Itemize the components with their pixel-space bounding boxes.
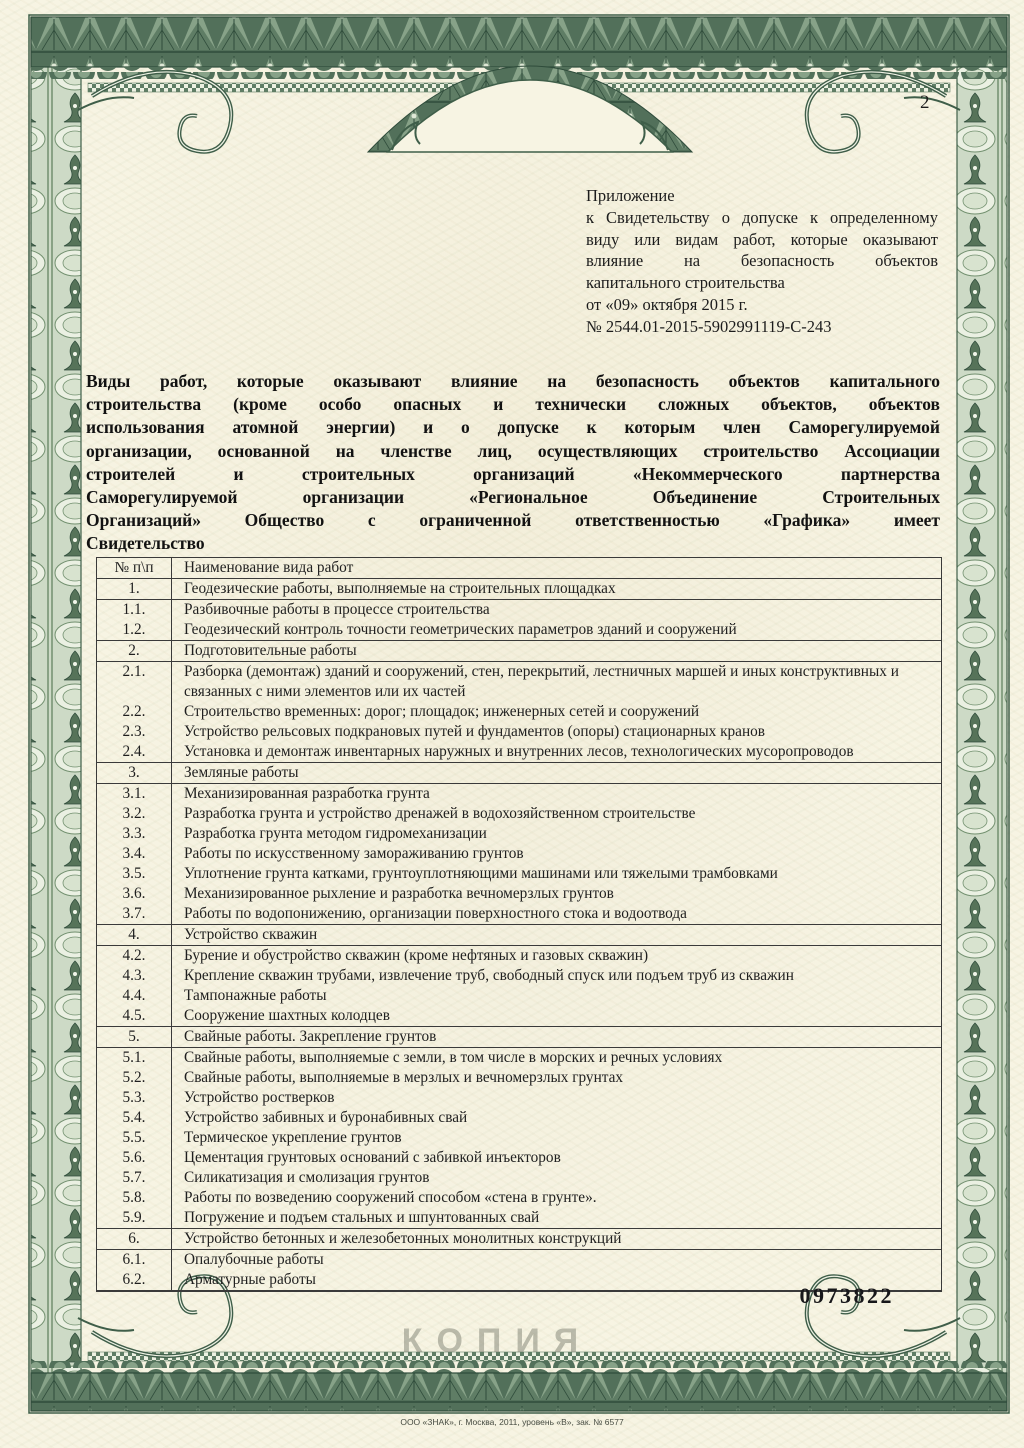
table-row bbox=[97, 804, 941, 824]
table-group bbox=[97, 1047, 941, 1228]
row-number-cell: 5.9. bbox=[97, 1208, 172, 1228]
row-text-cell: Термическое укрепление грунтов bbox=[184, 1129, 402, 1146]
row-text-cell: Устройство бетонных и железобетонных монолитных конструкций bbox=[184, 1230, 622, 1247]
row-number-cell: 1.2. bbox=[97, 620, 172, 640]
table-header-number: № п\п bbox=[97, 558, 172, 578]
table-row bbox=[97, 1229, 941, 1249]
row-number-cell: 3.2. bbox=[97, 804, 172, 824]
row-number-cell: 5.4. bbox=[97, 1108, 172, 1128]
row-number-cell: 3.6. bbox=[97, 884, 172, 904]
table-row bbox=[97, 946, 941, 966]
table-row bbox=[97, 702, 941, 722]
row-text-cell: Свайные работы. Закрепление грунтов bbox=[184, 1028, 437, 1045]
intro-line: Организаций» Общество с ограниченной ответственностью «Графика» имеет bbox=[86, 510, 940, 531]
annex-block bbox=[586, 185, 938, 338]
table-header-row bbox=[97, 558, 941, 578]
table-row bbox=[97, 1208, 941, 1228]
table-row bbox=[97, 1168, 941, 1188]
row-number-cell: 4. bbox=[97, 925, 172, 945]
table-row bbox=[97, 662, 941, 702]
table-row bbox=[97, 1027, 941, 1047]
table-group bbox=[97, 640, 941, 661]
table-row bbox=[97, 1128, 941, 1148]
table-row bbox=[97, 763, 941, 783]
border-bottom-scallops bbox=[31, 1361, 1007, 1373]
table-header-name: Наименование вида работ bbox=[184, 559, 354, 576]
row-number-cell: 3.3. bbox=[97, 824, 172, 844]
row-text-cell: Геодезический контроль точности геометрических параметров зданий и сооружений bbox=[184, 621, 737, 638]
row-text-cell: Устройство ростверков bbox=[184, 1089, 335, 1106]
border-top-band bbox=[31, 17, 1007, 67]
table-row bbox=[97, 742, 941, 762]
row-number-cell: 4.3. bbox=[97, 966, 172, 986]
row-text-cell: Разборка (демонтаж) зданий и сооружений, стен, перекрытий, лестничных маршей и иных конструктивных и связанных с ними элементов или их частей bbox=[184, 663, 899, 700]
row-number-cell: 3.4. bbox=[97, 844, 172, 864]
table-row bbox=[97, 986, 941, 1006]
row-text-cell: Работы по возведению сооружений способом «стена в грунте». bbox=[184, 1189, 597, 1206]
table-row bbox=[97, 824, 941, 844]
row-number-cell: 3. bbox=[97, 763, 172, 783]
row-number-cell: 2.1. bbox=[97, 662, 172, 702]
row-text-cell: Геодезические работы, выполняемые на строительных площадках bbox=[184, 580, 616, 597]
row-text-cell: Разбивочные работы в процессе строительства bbox=[184, 601, 490, 618]
row-number-cell: 5.6. bbox=[97, 1148, 172, 1168]
table-row bbox=[97, 1148, 941, 1168]
row-number-cell: 2.4. bbox=[97, 742, 172, 762]
row-number-cell: 2. bbox=[97, 641, 172, 661]
annex-line: от «09» октября 2015 г. bbox=[586, 294, 748, 314]
row-text-cell: Крепление скважин трубами, извлечение труб, свободный спуск или подъем труб из скважин bbox=[184, 967, 794, 984]
row-text-cell: Свайные работы, выполняемые с земли, в том числе в морских и речных условиях bbox=[184, 1049, 723, 1066]
table-group bbox=[97, 599, 941, 640]
row-number-cell: 6.1. bbox=[97, 1250, 172, 1270]
printer-note: ООО «ЗНАК», г. Москва, 2011, уровень «В», зак. № 6577 bbox=[400, 1417, 624, 1427]
intro-line: организации, основанной на членстве лиц, осуществляющих строительство Ассоциации bbox=[86, 440, 940, 461]
intro-line: строительства (кроме особо опасных и технически сложных объектов, объектов bbox=[86, 394, 940, 415]
table-group bbox=[97, 924, 941, 945]
works-table bbox=[96, 557, 942, 1292]
row-text-cell: Разработка грунта методом гидромеханизации bbox=[184, 825, 487, 842]
row-number-cell: 4.2. bbox=[97, 946, 172, 966]
table-group bbox=[97, 1228, 941, 1249]
table-row bbox=[97, 641, 941, 661]
row-number-cell: 5. bbox=[97, 1027, 172, 1047]
row-number-cell: 4.5. bbox=[97, 1006, 172, 1026]
row-number-cell: 2.2. bbox=[97, 702, 172, 722]
copy-watermark: КОПИЯ bbox=[401, 1322, 593, 1360]
table-group bbox=[97, 661, 941, 762]
table-row bbox=[97, 1108, 941, 1128]
annex-line: Приложение bbox=[586, 186, 675, 205]
border-left-column bbox=[31, 18, 81, 1410]
annex-line: влияние на безопасность объектов bbox=[586, 251, 938, 271]
serial-number: 0973822 bbox=[799, 1283, 894, 1308]
row-text-cell: Работы по водопонижению, организации поверхностного стока и водоотвода bbox=[184, 905, 687, 922]
table-row bbox=[97, 1048, 941, 1068]
row-text-cell: Бурение и обустройство скважин (кроме нефтяных и газовых скважин) bbox=[184, 947, 649, 964]
intro-line: Виды работ, которые оказывают влияние на безопасность объектов капитального bbox=[86, 371, 940, 391]
row-text-cell: Погружение и подъем стальных и шпунтованных свай bbox=[184, 1209, 540, 1226]
table-row bbox=[97, 1006, 941, 1026]
table-row bbox=[97, 579, 941, 599]
intro-line: использования атомной энергии) и о допуске к которым член Саморегулируемой bbox=[86, 417, 940, 438]
row-number-cell: 3.7. bbox=[97, 904, 172, 924]
intro-paragraph bbox=[86, 370, 940, 556]
table-row bbox=[97, 844, 941, 864]
border-bottom-band bbox=[31, 1373, 1007, 1411]
row-number-cell: 6. bbox=[97, 1229, 172, 1249]
table-row bbox=[97, 925, 941, 945]
row-text-cell: Уплотнение грунта катками, грунтоуплотняющими машинами или тяжелыми трамбовками bbox=[184, 865, 778, 882]
table-row bbox=[97, 600, 941, 620]
row-text-cell: Механизированное рыхление и разработка вечномерзлых грунтов bbox=[184, 885, 614, 902]
annex-line: № 2544.01-2015-5902991119-С-243 bbox=[586, 316, 832, 336]
row-number-cell: 1. bbox=[97, 579, 172, 599]
row-text-cell: Устройство забивных и буронабивных свай bbox=[184, 1109, 468, 1126]
table-row bbox=[97, 966, 941, 986]
row-text-cell: Механизированная разработка грунта bbox=[184, 785, 430, 802]
row-number-cell: 5.8. bbox=[97, 1188, 172, 1208]
table-group bbox=[97, 945, 941, 1026]
row-text-cell: Разработка грунта и устройство дренажей в водохозяйственном строительстве bbox=[184, 805, 696, 822]
row-text-cell: Строительство временных: дорог; площадок; инженерных сетей и сооружений bbox=[184, 703, 700, 720]
table-row bbox=[97, 1188, 941, 1208]
table-row bbox=[97, 864, 941, 884]
row-number-cell: 4.4. bbox=[97, 986, 172, 1006]
row-number-cell: 2.3. bbox=[97, 722, 172, 742]
row-text-cell: Работы по искусственному замораживанию грунтов bbox=[184, 845, 524, 862]
row-text-cell: Устройство рельсовых подкрановых путей и фундаментов (опоры) стационарных кранов bbox=[184, 723, 765, 740]
row-text-cell: Силикатизация и смолизация грунтов bbox=[184, 1169, 430, 1186]
page-number: 2 bbox=[920, 92, 930, 113]
table-group bbox=[97, 578, 941, 599]
row-number-cell: 5.5. bbox=[97, 1128, 172, 1148]
row-number-cell: 1.1. bbox=[97, 600, 172, 620]
row-number-cell: 5.7. bbox=[97, 1168, 172, 1188]
row-text-cell: Земляные работы bbox=[184, 764, 299, 781]
row-text-cell: Арматурные работы bbox=[184, 1271, 316, 1288]
row-text-cell: Сооружение шахтных колодцев bbox=[184, 1007, 390, 1024]
row-text-cell: Тампонажные работы bbox=[184, 987, 327, 1004]
intro-line: Свидетельство bbox=[86, 533, 205, 554]
row-text-cell: Устройство скважин bbox=[184, 926, 318, 943]
row-number-cell: 3.5. bbox=[97, 864, 172, 884]
table-row bbox=[97, 904, 941, 924]
row-number-cell: 6.2. bbox=[97, 1270, 172, 1290]
row-text-cell: Опалубочные работы bbox=[184, 1251, 324, 1268]
row-number-cell: 5.3. bbox=[97, 1088, 172, 1108]
table-row bbox=[97, 784, 941, 804]
row-text-cell: Цементация грунтовых оснований с забивкой инъекторов bbox=[184, 1149, 561, 1166]
table-group bbox=[97, 762, 941, 783]
annex-line: к Свидетельству о допуске к определенному bbox=[586, 207, 938, 227]
table-row bbox=[97, 722, 941, 742]
border-right-column bbox=[957, 18, 1007, 1410]
row-text-cell: Свайные работы, выполняемые в мерзлых и вечномерзлых грунтах bbox=[184, 1069, 624, 1086]
table-row bbox=[97, 884, 941, 904]
table-row bbox=[97, 620, 941, 640]
annex-line: виду или видам работ, которые оказывают bbox=[586, 229, 938, 249]
row-text-cell: Подготовительные работы bbox=[184, 642, 357, 659]
table-row bbox=[97, 1250, 941, 1270]
table-group bbox=[97, 1026, 941, 1047]
row-number-cell: 5.2. bbox=[97, 1068, 172, 1088]
intro-line: Саморегулируемой организации «Региональное Объединение Строительных bbox=[86, 487, 940, 508]
annex-line: капитального строительства bbox=[586, 273, 785, 293]
row-number-cell: 5.1. bbox=[97, 1048, 172, 1068]
table-row bbox=[97, 1088, 941, 1108]
intro-line: строителей и строительных организаций «Некоммерческого партнерства bbox=[86, 463, 940, 484]
table-row bbox=[97, 1068, 941, 1088]
table-group bbox=[97, 783, 941, 924]
row-number-cell: 3.1. bbox=[97, 784, 172, 804]
row-text-cell: Установка и демонтаж инвентарных наружных и внутренних лесов, технологических мусоропроводов bbox=[184, 743, 854, 760]
